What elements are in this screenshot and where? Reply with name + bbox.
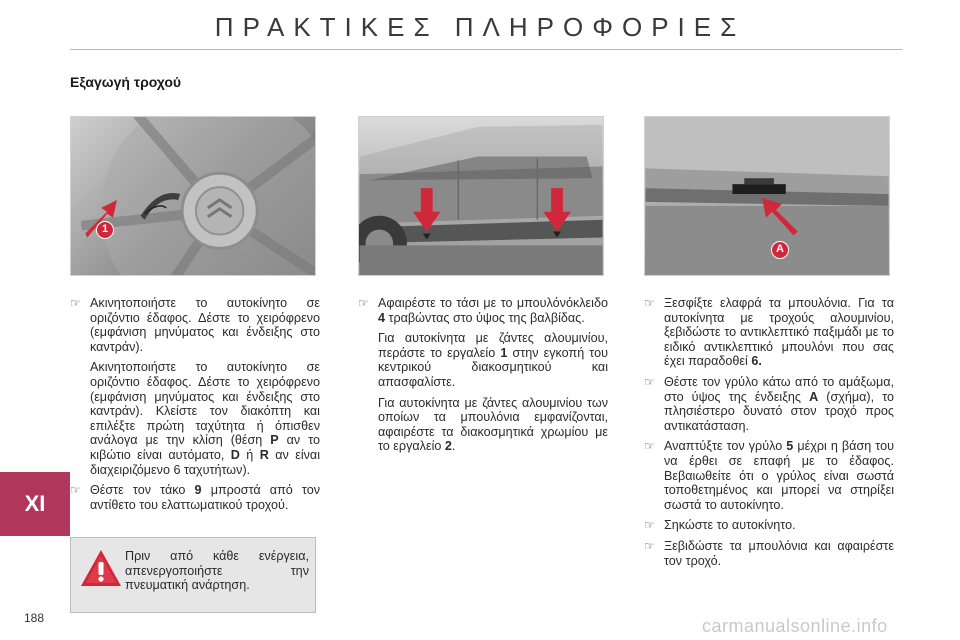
paragraph: Θέστε τον τάκο 9 μπροστά από τον αντίθετο του ελαττωματικού τροχού.	[90, 483, 321, 512]
callout-badge-a: A	[771, 241, 789, 259]
list-item	[644, 296, 894, 369]
page-number: 188	[24, 611, 45, 625]
paragraph: Ξεβιδώστε τα μπουλόνια και αφαιρέστε τον τροχό.	[664, 538, 894, 568]
chapter-tab: XI	[0, 472, 70, 536]
page-title: ΠΡΑΚΤΙΚΕΣ ΠΛΗΡΟΦΟΡΙΕΣ	[214, 12, 746, 42]
jack-point-illustration	[645, 117, 889, 275]
pointing-hand-icon: ☞	[644, 538, 655, 553]
paragraph: Ακινητοποιήστε το αυτοκίνητο σε οριζόντιο έδαφος. Δέστε το χειρόφρενο (εμφάνιση μηνύματος και ένδειξης στο καντράν). Κλείστε τον διακόπτη και επιλέξτε πρώτη ταχύτητα ή όπισθεν ανάλογα με την κλίση (θέση P αν το κιβώτιο είναι αυτόματο, D ή R αν είναι διαχειριζόμενο 6 ταχυτήτων).	[90, 360, 320, 477]
pointing-hand-icon: ☞	[70, 483, 81, 498]
figure-wheel-cap	[70, 116, 316, 276]
instructions-column-2	[358, 296, 608, 460]
instructions-column-1	[70, 296, 320, 518]
paragraph: Αναπτύξτε τον γρύλο 5 μέχρι η βάση του να έρθει σε επαφή με το έδαφος. Βεβαιωθείτε ότι ο γρύλος είναι σωστά τοποθετημένος και μπορεί να στηρίξει σωστά το αυτοκίνητο.	[664, 439, 894, 512]
list-item	[70, 483, 320, 512]
warning-text: Πριν από κάθε ενέργεια, απενεργοποιήστε την πνευματική ανάρτηση.	[125, 549, 309, 593]
pointing-hand-icon: ☞	[644, 296, 655, 310]
figure-jack-point	[644, 116, 890, 276]
list-item	[70, 296, 320, 477]
list-item	[644, 439, 894, 512]
pointing-hand-icon: ☞	[644, 374, 655, 389]
pointing-hand-icon: ☞	[358, 296, 369, 310]
car-side-illustration	[359, 117, 603, 275]
list-item	[644, 539, 894, 568]
pointing-hand-icon: ☞	[644, 518, 655, 533]
callout-badge-1: 1	[96, 221, 114, 239]
paragraph: Σηκώστε το αυτοκίνητο.	[664, 518, 796, 533]
list-item	[644, 375, 894, 433]
pointing-hand-icon: ☞	[644, 439, 655, 454]
pointing-hand-icon: ☞	[70, 296, 81, 310]
list-item	[644, 518, 894, 533]
section-title: Εξαγωγή τροχού	[70, 74, 182, 90]
warning-box	[70, 537, 316, 613]
instructions-column-3	[644, 296, 894, 574]
paragraph: Θέστε τον γρύλο κάτω από το αμάξωμα, στο ύψος της ένδειξης A (σχήμα), το πλησιέστερο δυνατό στον τροχό προς αντικατάσταση.	[664, 374, 895, 433]
warning-triangle-icon	[79, 548, 123, 588]
paragraph: Ξεσφίξτε ελαφρά τα μπουλόνια. Για τα αυτοκίνητα με τροχούς αλουμινίου, ξεβιδώστε το αντικλεπτικό παξιμάδι με το ειδικό αντικλεπτικό μπουλόνι που σας έχει παραδοθεί 6.	[664, 296, 894, 369]
paragraph: Αφαιρέστε το τάσι με το μπουλόνόκλειδο 4 τραβώντας στο ύψος της βαλβίδας.	[378, 296, 608, 325]
paragraph: Για αυτοκίνητα με ζάντες αλουμινίου των οποίων τα μπουλόνια εμφανίζονται, αφαιρέστε τα διακοσμητικά χρωμίου με το εργαλείο 2.	[378, 395, 608, 454]
paragraph: Για αυτοκίνητα με ζάντες αλουμινίου, περάστε το εργαλείο 1 στην εγκοπή του κεντρικού διακοσμητικού και απασφαλίστε.	[378, 331, 608, 389]
wheel-cap-illustration	[71, 117, 315, 275]
title-divider	[70, 49, 902, 50]
figure-car-side	[358, 116, 604, 276]
paragraph: Ακινητοποιήστε το αυτοκίνητο σε οριζόντιο έδαφος. Δέστε το χειρόφρενο (εμφάνιση μηνύματος και ένδειξης στο καντράν).	[90, 296, 320, 354]
watermark: carmanualsonline.info	[702, 616, 888, 636]
list-item	[358, 296, 608, 454]
